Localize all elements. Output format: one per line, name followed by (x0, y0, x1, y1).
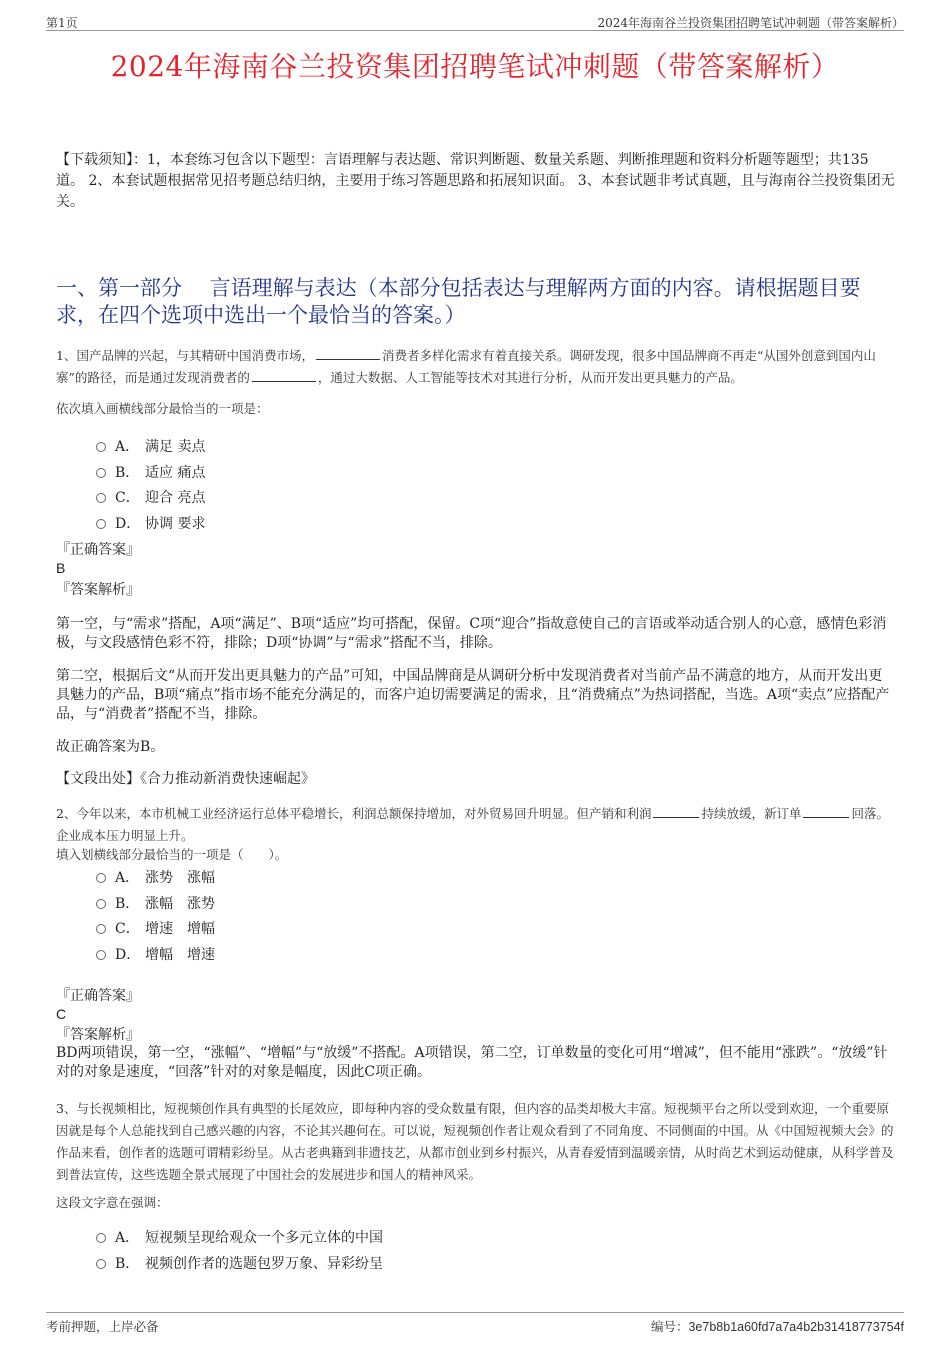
q2-option-c[interactable]: C． 增速 增幅 (96, 918, 215, 944)
page-header (46, 10, 904, 31)
q1-answer: B (56, 560, 66, 576)
header-doc-title: 2024年海南谷兰投资集团招聘笔试冲刺题（带答案解析） (597, 16, 904, 30)
radio-icon[interactable] (96, 950, 106, 960)
section-title: 一、第一部分 言语理解与表达（本部分包括表达与理解两方面的内容。请根据题目要求，在四个选项中选出一个最恰当的答案。） (56, 276, 861, 327)
q1-correct-answer-label: 『正确答案』 (56, 542, 140, 558)
q2-option-b[interactable]: B． 涨幅 涨势 (96, 893, 215, 919)
radio-icon[interactable] (96, 924, 106, 934)
radio-icon[interactable] (96, 873, 106, 883)
footer-slogan: 考前押题，上岸必备 (46, 1319, 159, 1334)
radio-icon[interactable] (96, 1233, 106, 1243)
q1-text-part-c: ，通过大数据、人工智能等技术对其进行分析，从而开发出更具魅力的产品。 (317, 370, 743, 385)
q2-analysis-1: BD两项错误，第一空，“涨幅”、“增幅”与“放缓”不搭配。A项错误，第二空，订单数量的变化可用“增减”，但不能用“涨跌”。“放缓”针对的对象是速度，“回落”针对的对象是幅度，因此C项正确。 (56, 1045, 888, 1080)
radio-icon[interactable] (96, 1259, 106, 1269)
radio-icon[interactable] (96, 442, 106, 452)
radio-icon[interactable] (96, 493, 106, 503)
q1-text-part-a: 1、国产品牌的兴起，与其精研中国消费市场， (56, 348, 314, 363)
question-3-prompt: 这段文字意在强调： (56, 1195, 169, 1210)
q1-option-d[interactable]: D． 协调 要求 (96, 513, 205, 539)
question-2-prompt: 填入划横线部分最恰当的一项是（ ）。 (56, 847, 288, 862)
q1-option-c[interactable]: C． 迎合 亮点 (96, 487, 205, 513)
question-2-options (96, 867, 215, 969)
q1-option-a[interactable]: A． 满足 卖点 (96, 436, 205, 462)
page-number: 第1页 (46, 16, 78, 30)
footer-serial: 编号：3e7b8b1a60fd7a7a4b2b31418773754f (650, 1320, 904, 1334)
q1-blank-2 (252, 369, 316, 382)
q2-text-part-b: 持续放缓，新订单 (701, 806, 802, 821)
q2-analysis-label: 『答案解析』 (56, 1027, 140, 1043)
q1-text-part-b: 消费者多样化需求有着直接关系。调研发现，很多中国品牌商不再走“从国外创意到国内山寨”的路径，而是通过发现消费者的 (56, 348, 876, 385)
q1-analysis-1: 第一空，与“需求”搭配，A项“满足”、B项“适应”均可搭配，保留。C项“迎合”指故意使自己的言语或举动适合别人的心意，感情色彩消极，与文段感情色彩不符，排除；D项“协调”与“需求”搭配不当，排除。 (56, 616, 887, 651)
q1-analysis-2: 第二空，根据后文“从而开发出更具魅力的产品”可知，中国品牌商是从调研分析中发现消费者对当前产品不满意的地方，从而开发出更具魅力的产品，B项“痛点”指市场不能充分满足的，而客户迫切需要满足的需求，且“消费痛点”为热词搭配，当选。A项“卖点”应搭配产品，与“消费者”搭配不当，排除。 (56, 668, 890, 722)
q2-blank-2 (803, 805, 849, 818)
question-1-text (56, 345, 896, 389)
radio-icon[interactable] (96, 519, 106, 529)
q1-source: 【文段出处】《合力推动新消费快速崛起》 (56, 771, 315, 787)
q3-option-b[interactable]: B． 视频创作者的选题包罗万象、异彩纷呈 (96, 1253, 383, 1279)
q1-blank-1 (316, 347, 380, 360)
q2-answer: C (56, 1006, 67, 1022)
q1-analysis-3: 故正确答案为B。 (56, 739, 165, 755)
question-1-prompt: 依次填入画横线部分最恰当的一项是： (56, 401, 269, 416)
q2-text-part-a: 2、今年以来，本市机械工业经济运行总体平稳增长，利润总额保持增加，对外贸易回升明显。但产销和利润 (56, 806, 652, 821)
q2-blank-1 (653, 805, 699, 818)
q1-option-b[interactable]: B． 适应 痛点 (96, 462, 205, 488)
q3-option-a[interactable]: A． 短视频呈现给观众一个多元立体的中国 (96, 1227, 383, 1253)
question-1-options (96, 436, 205, 538)
q2-correct-answer-label: 『正确答案』 (56, 988, 140, 1004)
download-notice: 【下载须知】：1，本套练习包含以下题型：言语理解与表达题、常识判断题、数量关系题、判断推理题和资料分析题等题型；共135道。 2、本套试题根据常见招考题总结归纳，主要用于练习答题思路和拓展知识面。 3、本套试题非考试真题，且与海南谷兰投资集团无关。 (56, 152, 895, 210)
q2-text-part-c: 回落。企业成本压力明显上升。 (56, 806, 889, 843)
q2-option-d[interactable]: D． 增幅 增速 (96, 944, 215, 970)
radio-icon[interactable] (96, 899, 106, 909)
document-title: 2024年海南谷兰投资集团招聘笔试冲刺题（带答案解析） (110, 50, 840, 83)
page-footer (46, 1312, 904, 1335)
question-3-text: 3、与长视频相比，短视频创作具有典型的长尾效应，即每种内容的受众数量有限，但内容的品类却极大丰富。短视频平台之所以受到欢迎，一个重要原因就是每个人总能找到自己感兴趣的内容，不论其兴趣何在。可以说，短视频创作者让观众看到了不同角度、不同侧面的中国。从《中国短视频大会》的作品来看，创作者的选题可谓精彩纷呈。从古老典籍到非遗技艺，从都市创业到乡村振兴，从青春爱情到温暖亲情，从时尚艺术到运动健康，从科学普及到普法宣传，这些选题全景式展现了中国社会的发展进步和国人的精神风采。 (56, 1101, 894, 1182)
q2-option-a[interactable]: A． 涨势 涨幅 (96, 867, 215, 893)
question-3-options (96, 1227, 383, 1278)
q1-analysis-label: 『答案解析』 (56, 582, 140, 598)
radio-icon[interactable] (96, 468, 106, 478)
question-2-text (56, 803, 896, 847)
